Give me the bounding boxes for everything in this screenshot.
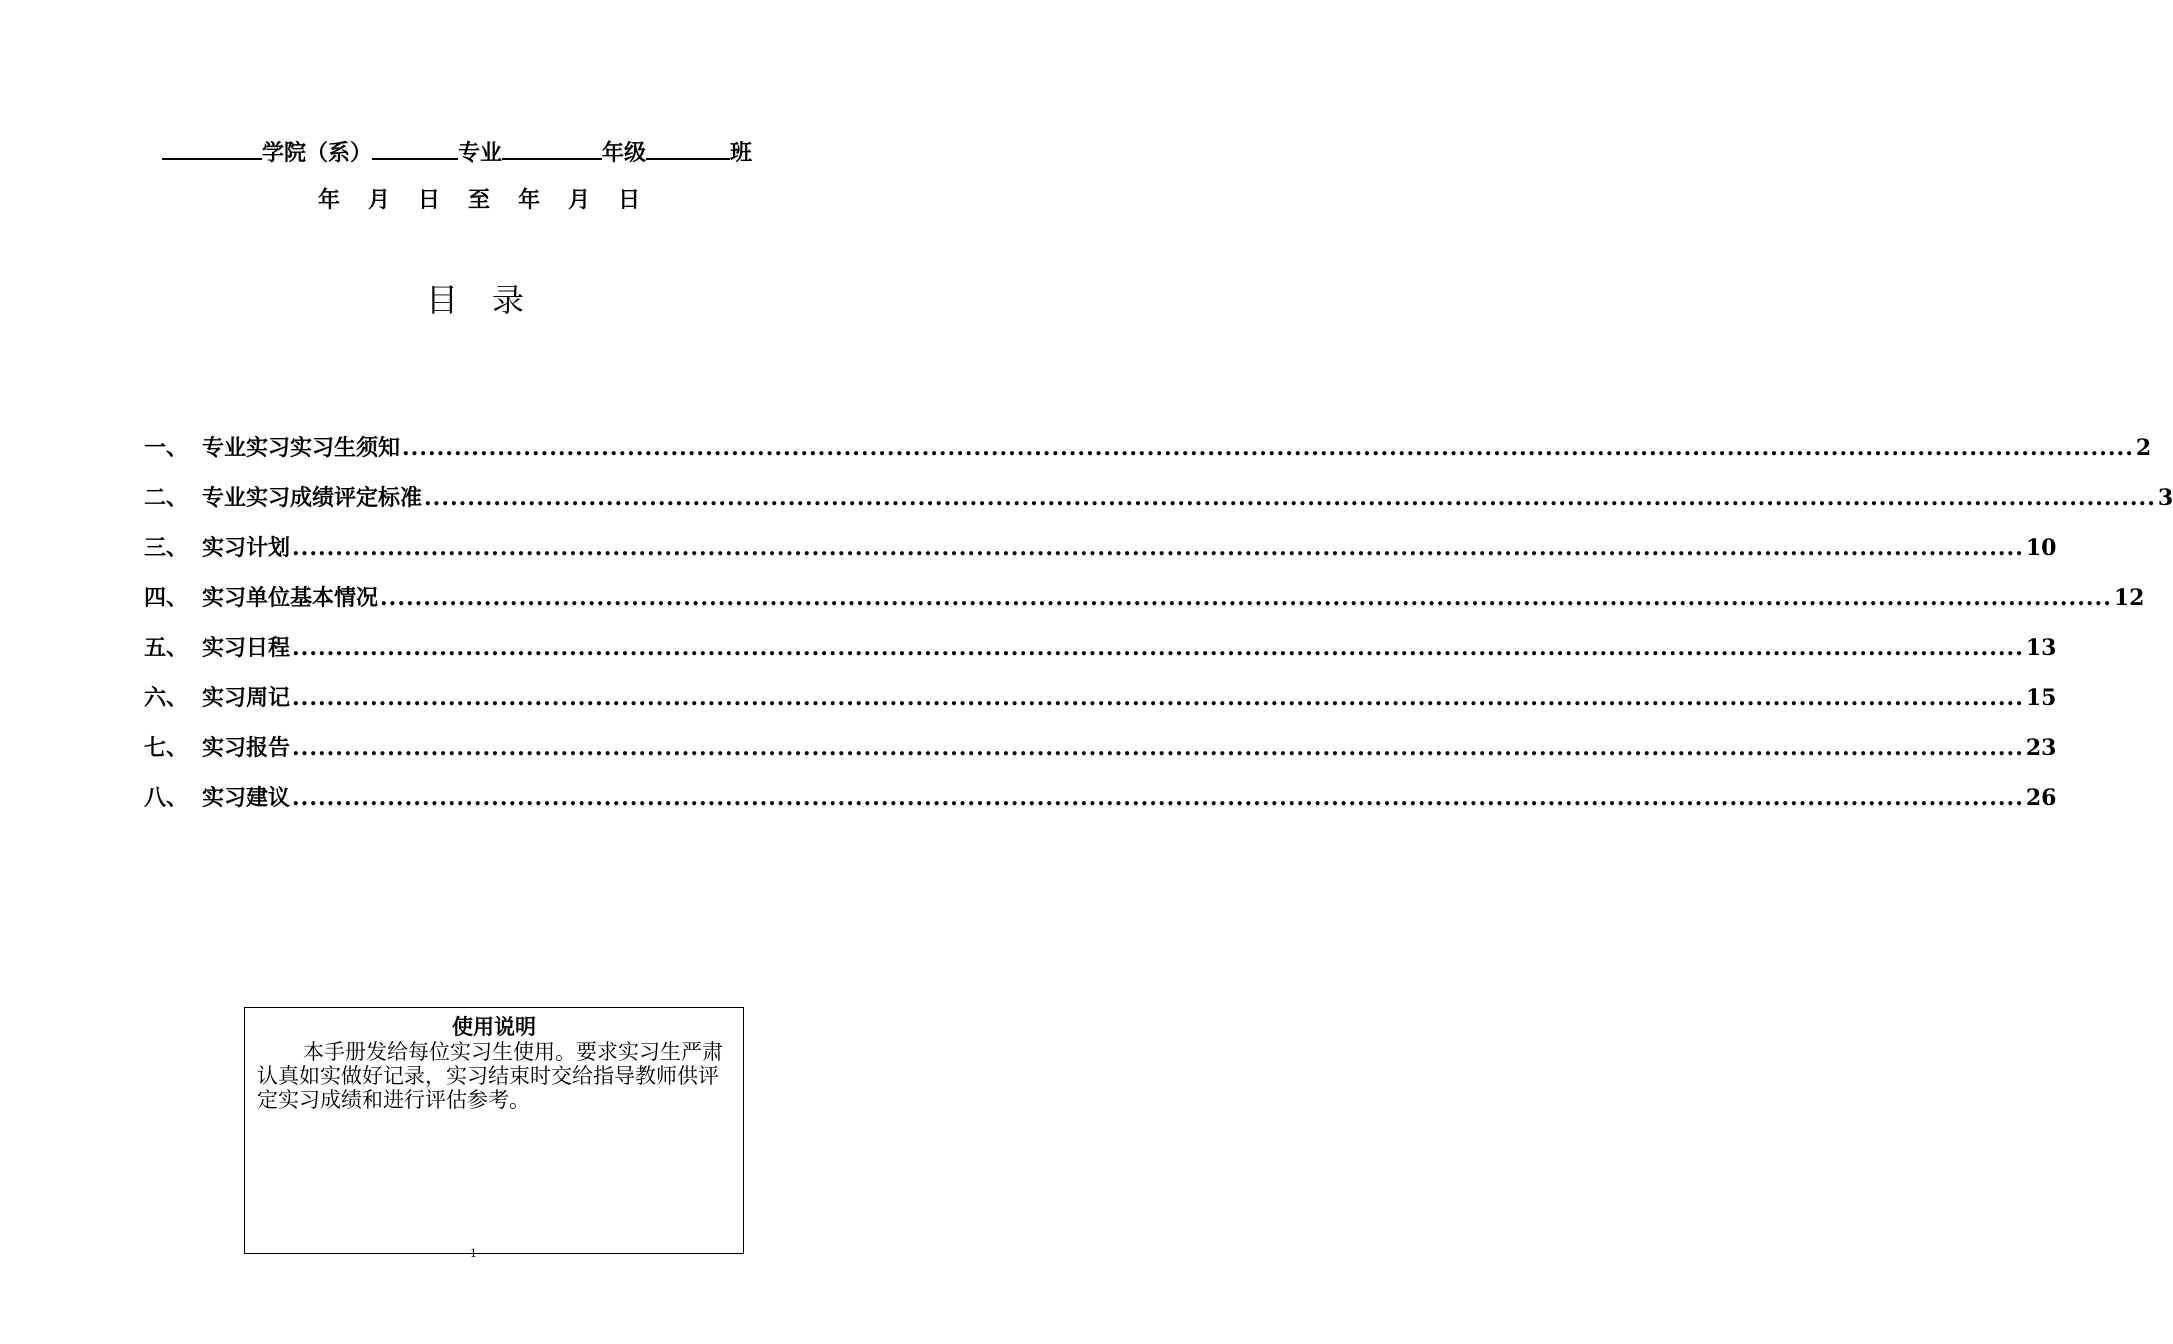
major-label: 专业: [458, 140, 503, 166]
toc-item-number: 八、: [144, 785, 189, 811]
toc-item-page: 10: [2025, 535, 2057, 561]
toc-item-page: 26: [2025, 785, 2057, 811]
toc-item-number: 一、: [144, 435, 189, 461]
toc-item-label: 实习周记: [202, 685, 291, 711]
toc-item[interactable]: [144, 428, 2152, 478]
toc-title: 目录: [425, 281, 558, 319]
usage-note-title: 使用说明: [452, 1014, 536, 1039]
toc-item-label: 实习计划: [202, 535, 291, 561]
toc-item[interactable]: [144, 578, 2145, 628]
date-day-start: 日: [418, 187, 441, 213]
toc-item[interactable]: [144, 628, 2057, 678]
date-year-end: 年: [518, 187, 541, 213]
toc-item-page: 23: [2025, 735, 2057, 761]
class-blank[interactable]: [646, 132, 730, 160]
toc-item-label: 专业实习成绩评定标准: [202, 485, 423, 511]
toc-item-page: 12: [2113, 585, 2145, 611]
toc-leader-dots: ........................................................................................................................................................................................................: [402, 435, 2134, 461]
grade-blank[interactable]: [502, 132, 602, 160]
major-blank[interactable]: [372, 132, 458, 160]
toc-item-number: 七、: [144, 735, 189, 761]
toc-item-page: 15: [2025, 685, 2057, 711]
toc-item[interactable]: [144, 778, 2057, 828]
toc-leader-dots: ........................................................................................................................................................................................................: [292, 635, 2024, 661]
header-fill-in-line: [162, 132, 752, 170]
toc-item[interactable]: [144, 528, 2057, 578]
grade-label: 年级: [602, 140, 647, 166]
date-month-end: 月: [568, 187, 591, 213]
toc-item[interactable]: [144, 678, 2057, 728]
toc-item-number: 四、: [144, 585, 189, 611]
table-of-contents: [144, 428, 2173, 828]
toc-item-number: 五、: [144, 635, 189, 661]
date-month-start: 月: [368, 187, 391, 213]
toc-leader-dots: ........................................................................................................................................................................................................: [292, 735, 2024, 761]
toc-item-page: 2: [2135, 435, 2152, 461]
toc-item-page: 3: [2157, 485, 2173, 511]
toc-item-label: 实习日程: [202, 635, 291, 661]
toc-item-label: 实习建议: [202, 785, 291, 811]
toc-leader-dots: ........................................................................................................................................................................................................: [292, 685, 2024, 711]
toc-leader-dots: ........................................................................................................................................................................................................: [424, 485, 2156, 511]
toc-item[interactable]: [144, 728, 2057, 778]
usage-note-box: [244, 1007, 744, 1254]
toc-item-label: 实习单位基本情况: [202, 585, 379, 611]
toc-item-number: 三、: [144, 535, 189, 561]
usage-note-body: 本手册发给每位实习生使用。要求实习生严肃认真如实做好记录，实习结束时交给指导教师供评定实习成绩和进行评估参考。: [257, 1040, 723, 1112]
date-range-line: [318, 183, 640, 217]
college-blank[interactable]: [162, 132, 262, 160]
date-to: 至: [468, 187, 491, 213]
date-year-start: 年: [318, 187, 341, 213]
toc-item-number: 二、: [144, 485, 189, 511]
class-label: 班: [730, 140, 753, 166]
toc-item[interactable]: [144, 478, 2173, 528]
toc-item-label: 实习报告: [202, 735, 291, 761]
college-label: 学院（系）: [262, 140, 373, 166]
toc-leader-dots: ........................................................................................................................................................................................................: [292, 535, 2024, 561]
date-day-end: 日: [618, 187, 641, 213]
toc-leader-dots: ........................................................................................................................................................................................................: [380, 585, 2112, 611]
toc-leader-dots: ........................................................................................................................................................................................................: [292, 785, 2024, 811]
toc-item-label: 专业实习实习生须知: [202, 435, 401, 461]
toc-item-number: 六、: [144, 685, 189, 711]
toc-item-page: 13: [2025, 635, 2057, 661]
page-number: 1: [470, 1247, 477, 1260]
